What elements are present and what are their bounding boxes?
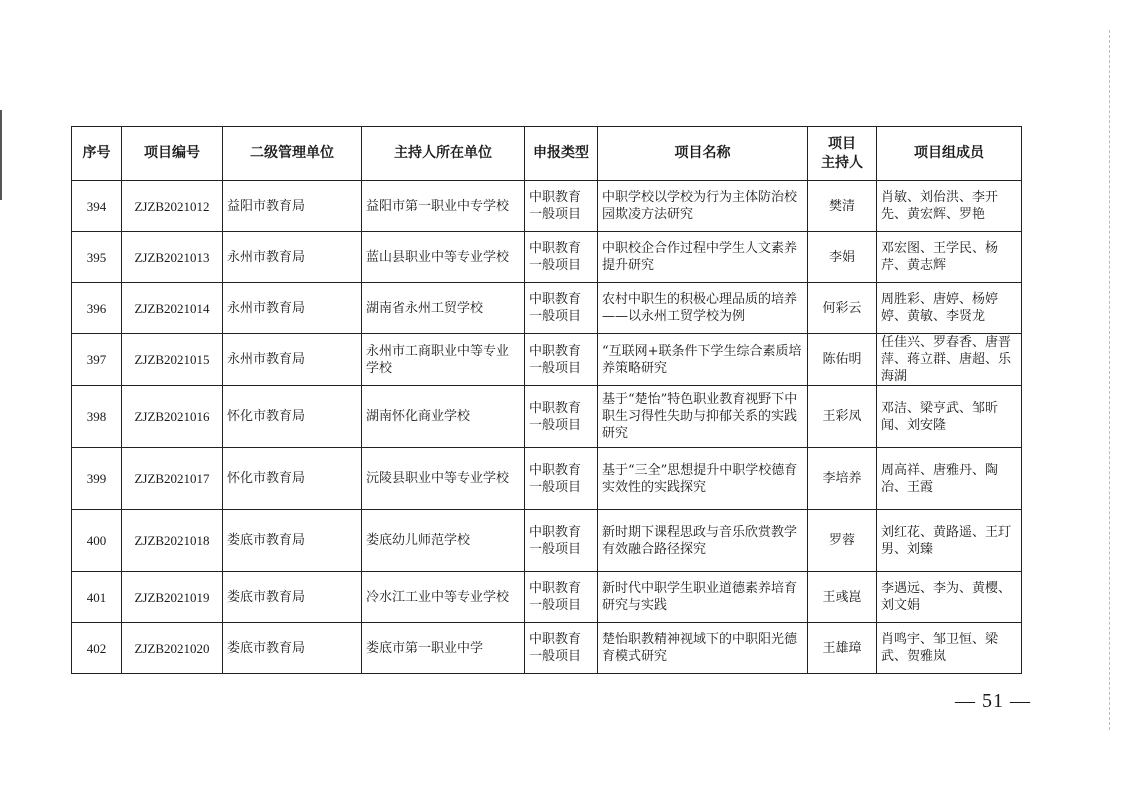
page-number: — 51 — [955,690,1031,712]
table-row [72,181,1022,232]
table-row [72,510,1022,572]
cell-unit: 娄底市教育局 [223,510,362,572]
cell-school: 娄底幼儿师范学校 [362,510,525,572]
cell-type: 中职教育一般项目 [525,232,598,283]
cell-members: 周高祥、唐雅丹、陶冶、王霞 [877,448,1022,510]
header-leader: 项目 主持人 [808,127,877,181]
cell-unit: 永州市教育局 [223,283,362,334]
cell-no: 400 [72,510,122,572]
header-type: 申报类型 [525,127,598,181]
cell-unit: 怀化市教育局 [223,448,362,510]
cell-title: “互联网+联条件下学生综合素质培养策略研究 [598,334,808,386]
cell-unit: 怀化市教育局 [223,386,362,448]
cell-code: ZJZB2021012 [122,181,223,232]
cell-type: 中职教育一般项目 [525,386,598,448]
cell-code: ZJZB2021014 [122,283,223,334]
cell-title: 楚怡职教精神视域下的中职阳光德育模式研究 [598,623,808,674]
cell-members: 肖敏、刘佁洪、李开先、黄宏辉、罗艳 [877,181,1022,232]
cell-no: 395 [72,232,122,283]
cell-type: 中职教育一般项目 [525,448,598,510]
scan-edge-mark [0,110,2,200]
cell-members: 邓洁、梁亨武、邹昕闻、刘安隆 [877,386,1022,448]
cell-no: 399 [72,448,122,510]
cell-code: ZJZB2021020 [122,623,223,674]
table-row [72,448,1022,510]
cell-no: 402 [72,623,122,674]
cell-type: 中职教育一般项目 [525,623,598,674]
cell-members: 邓宏图、王学民、杨芹、黄志辉 [877,232,1022,283]
header-no: 序号 [72,127,122,181]
table-body [72,181,1022,674]
cell-title: 中职学校以学校为行为主体防治校园欺凌方法研究 [598,181,808,232]
cell-unit: 娄底市教育局 [223,572,362,623]
cell-type: 中职教育一般项目 [525,283,598,334]
cell-school: 永州市工商职业中等专业学校 [362,334,525,386]
cell-members: 李遇远、李为、黄樱、刘文娟 [877,572,1022,623]
cell-members: 周胜彩、唐婷、杨婷婷、黄敏、李贤龙 [877,283,1022,334]
cell-unit: 永州市教育局 [223,334,362,386]
cell-no: 397 [72,334,122,386]
cell-title: 基于“三全”思想提升中职学校德育实效性的实践探究 [598,448,808,510]
cell-no: 394 [72,181,122,232]
cell-code: ZJZB2021017 [122,448,223,510]
cell-leader: 陈佑明 [808,334,877,386]
cell-members: 肖鸣宇、邹卫恒、梁武、贺雅岚 [877,623,1022,674]
cell-school: 湖南怀化商业学校 [362,386,525,448]
header-members: 项目组成员 [877,127,1022,181]
cell-title: 新时期下课程思政与音乐欣赏教学有效融合路径探究 [598,510,808,572]
cell-leader: 王雄璋 [808,623,877,674]
cell-code: ZJZB2021013 [122,232,223,283]
cell-leader: 李娟 [808,232,877,283]
cell-type: 中职教育一般项目 [525,510,598,572]
table-header-row [72,127,1022,181]
cell-school: 娄底市第一职业中学 [362,623,525,674]
cell-school: 沅陵县职业中等专业学校 [362,448,525,510]
project-table [71,126,1022,674]
table-row [72,232,1022,283]
cell-unit: 永州市教育局 [223,232,362,283]
cell-no: 396 [72,283,122,334]
cell-members: 刘红花、黄路遥、王玎男、刘臻 [877,510,1022,572]
cell-title: 中职校企合作过程中学生人文素养提升研究 [598,232,808,283]
cell-members: 任佳兴、罗春香、唐晋萍、蒋立群、唐超、乐海湖 [877,334,1022,386]
cell-type: 中职教育一般项目 [525,181,598,232]
cell-title: 农村中职生的积极心理品质的培养——以永州工贸学校为例 [598,283,808,334]
cell-no: 401 [72,572,122,623]
cell-unit: 娄底市教育局 [223,623,362,674]
cell-leader: 何彩云 [808,283,877,334]
cell-no: 398 [72,386,122,448]
cell-leader: 王彩凤 [808,386,877,448]
cell-school: 益阳市第一职业中专学校 [362,181,525,232]
cell-leader: 王彧崑 [808,572,877,623]
cell-code: ZJZB2021019 [122,572,223,623]
cell-school: 蓝山县职业中等专业学校 [362,232,525,283]
header-code: 项目编号 [122,127,223,181]
cell-code: ZJZB2021018 [122,510,223,572]
cell-school: 冷水江工业中等专业学校 [362,572,525,623]
cell-leader: 李培养 [808,448,877,510]
cell-type: 中职教育一般项目 [525,572,598,623]
cell-unit: 益阳市教育局 [223,181,362,232]
table-row [72,283,1022,334]
cell-code: ZJZB2021015 [122,334,223,386]
cell-leader: 樊清 [808,181,877,232]
cell-title: 新时代中职学生职业道德素养培育研究与实践 [598,572,808,623]
table-row [72,334,1022,386]
cell-code: ZJZB2021016 [122,386,223,448]
cell-title: 基于“楚怡”特色职业教育视野下中职生习得性失助与抑郁关系的实践研究 [598,386,808,448]
scan-edge-dots [1108,30,1110,730]
cell-leader: 罗蓉 [808,510,877,572]
header-school: 主持人所在单位 [362,127,525,181]
table-row [72,572,1022,623]
table-row [72,386,1022,448]
header-title: 项目名称 [598,127,808,181]
cell-school: 湖南省永州工贸学校 [362,283,525,334]
header-unit: 二级管理单位 [223,127,362,181]
cell-type: 中职教育一般项目 [525,334,598,386]
table-row [72,623,1022,674]
